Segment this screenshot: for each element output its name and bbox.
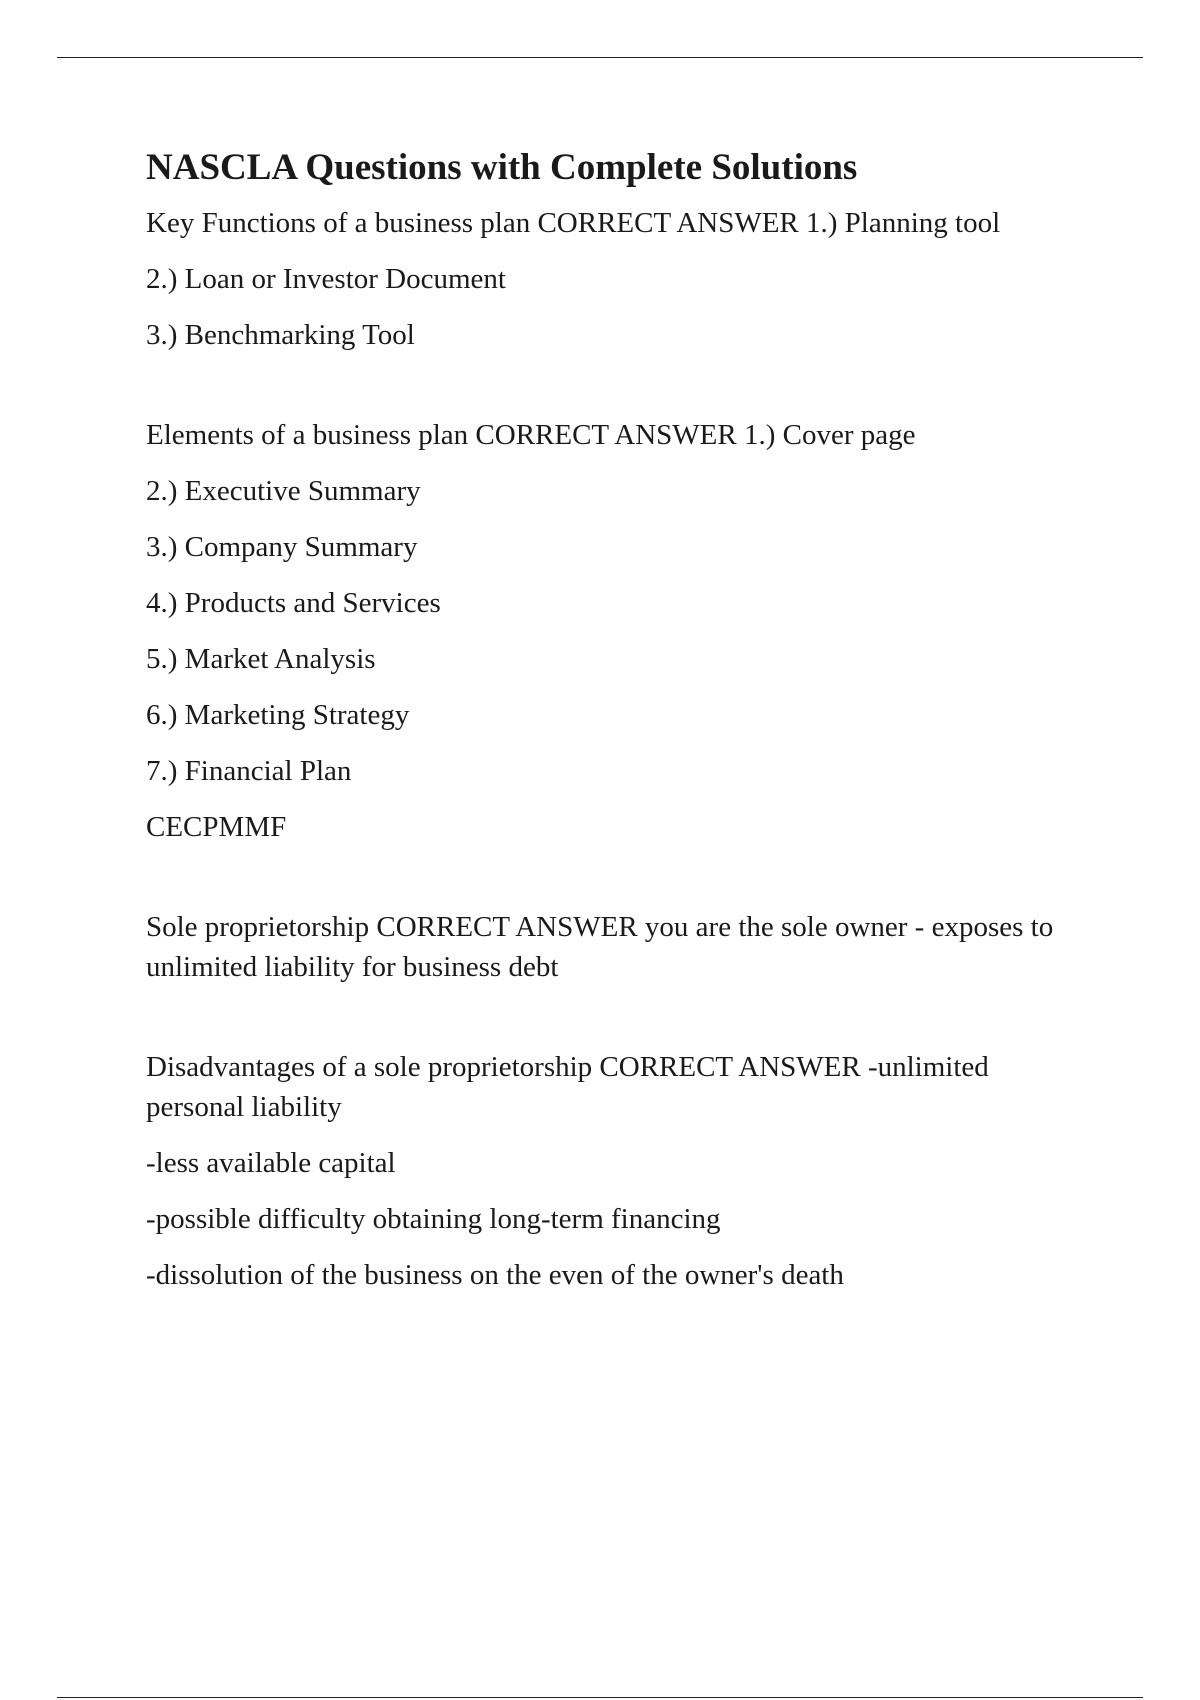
bottom-divider [57, 1697, 1143, 1698]
answer-line: -possible difficulty obtaining long-term financing [146, 1203, 721, 1235]
question-line: Elements of a business plan CORRECT ANSWER 1.) Cover page [146, 419, 916, 451]
answer-line: 2.) Executive Summary [146, 475, 421, 507]
answer-line: 6.) Marketing Strategy [146, 699, 410, 731]
answer-line: 2.) Loan or Investor Document [146, 263, 506, 295]
question-line: Sole proprietorship CORRECT ANSWER you are the sole owner - exposes to unlimited liability for business debt [146, 911, 1054, 983]
answer-line: 4.) Products and Services [146, 587, 441, 619]
qa-item-key-functions [146, 203, 1086, 355]
answer-line: -less available capital [146, 1147, 396, 1179]
answer-line: -dissolution of the business on the even of the owner's death [146, 1259, 844, 1291]
mnemonic-line: CECPMMF [146, 811, 287, 843]
document-title: NASCLA Questions with Complete Solutions [146, 147, 858, 188]
question-line: Key Functions of a business plan CORRECT ANSWER 1.) Planning tool [146, 207, 1001, 239]
top-divider [57, 57, 1143, 58]
answer-line: 7.) Financial Plan [146, 755, 352, 787]
document-body [146, 142, 1086, 1295]
answer-line: 3.) Benchmarking Tool [146, 319, 415, 351]
answer-line: 3.) Company Summary [146, 531, 418, 563]
qa-item-sole-proprietorship [146, 907, 1086, 987]
question-line: Disadvantages of a sole proprietorship CORRECT ANSWER -unlimited personal liability [146, 1051, 989, 1123]
qa-item-elements [146, 415, 1086, 847]
answer-line: 5.) Market Analysis [146, 643, 376, 675]
qa-item-disadvantages [146, 1047, 1086, 1295]
